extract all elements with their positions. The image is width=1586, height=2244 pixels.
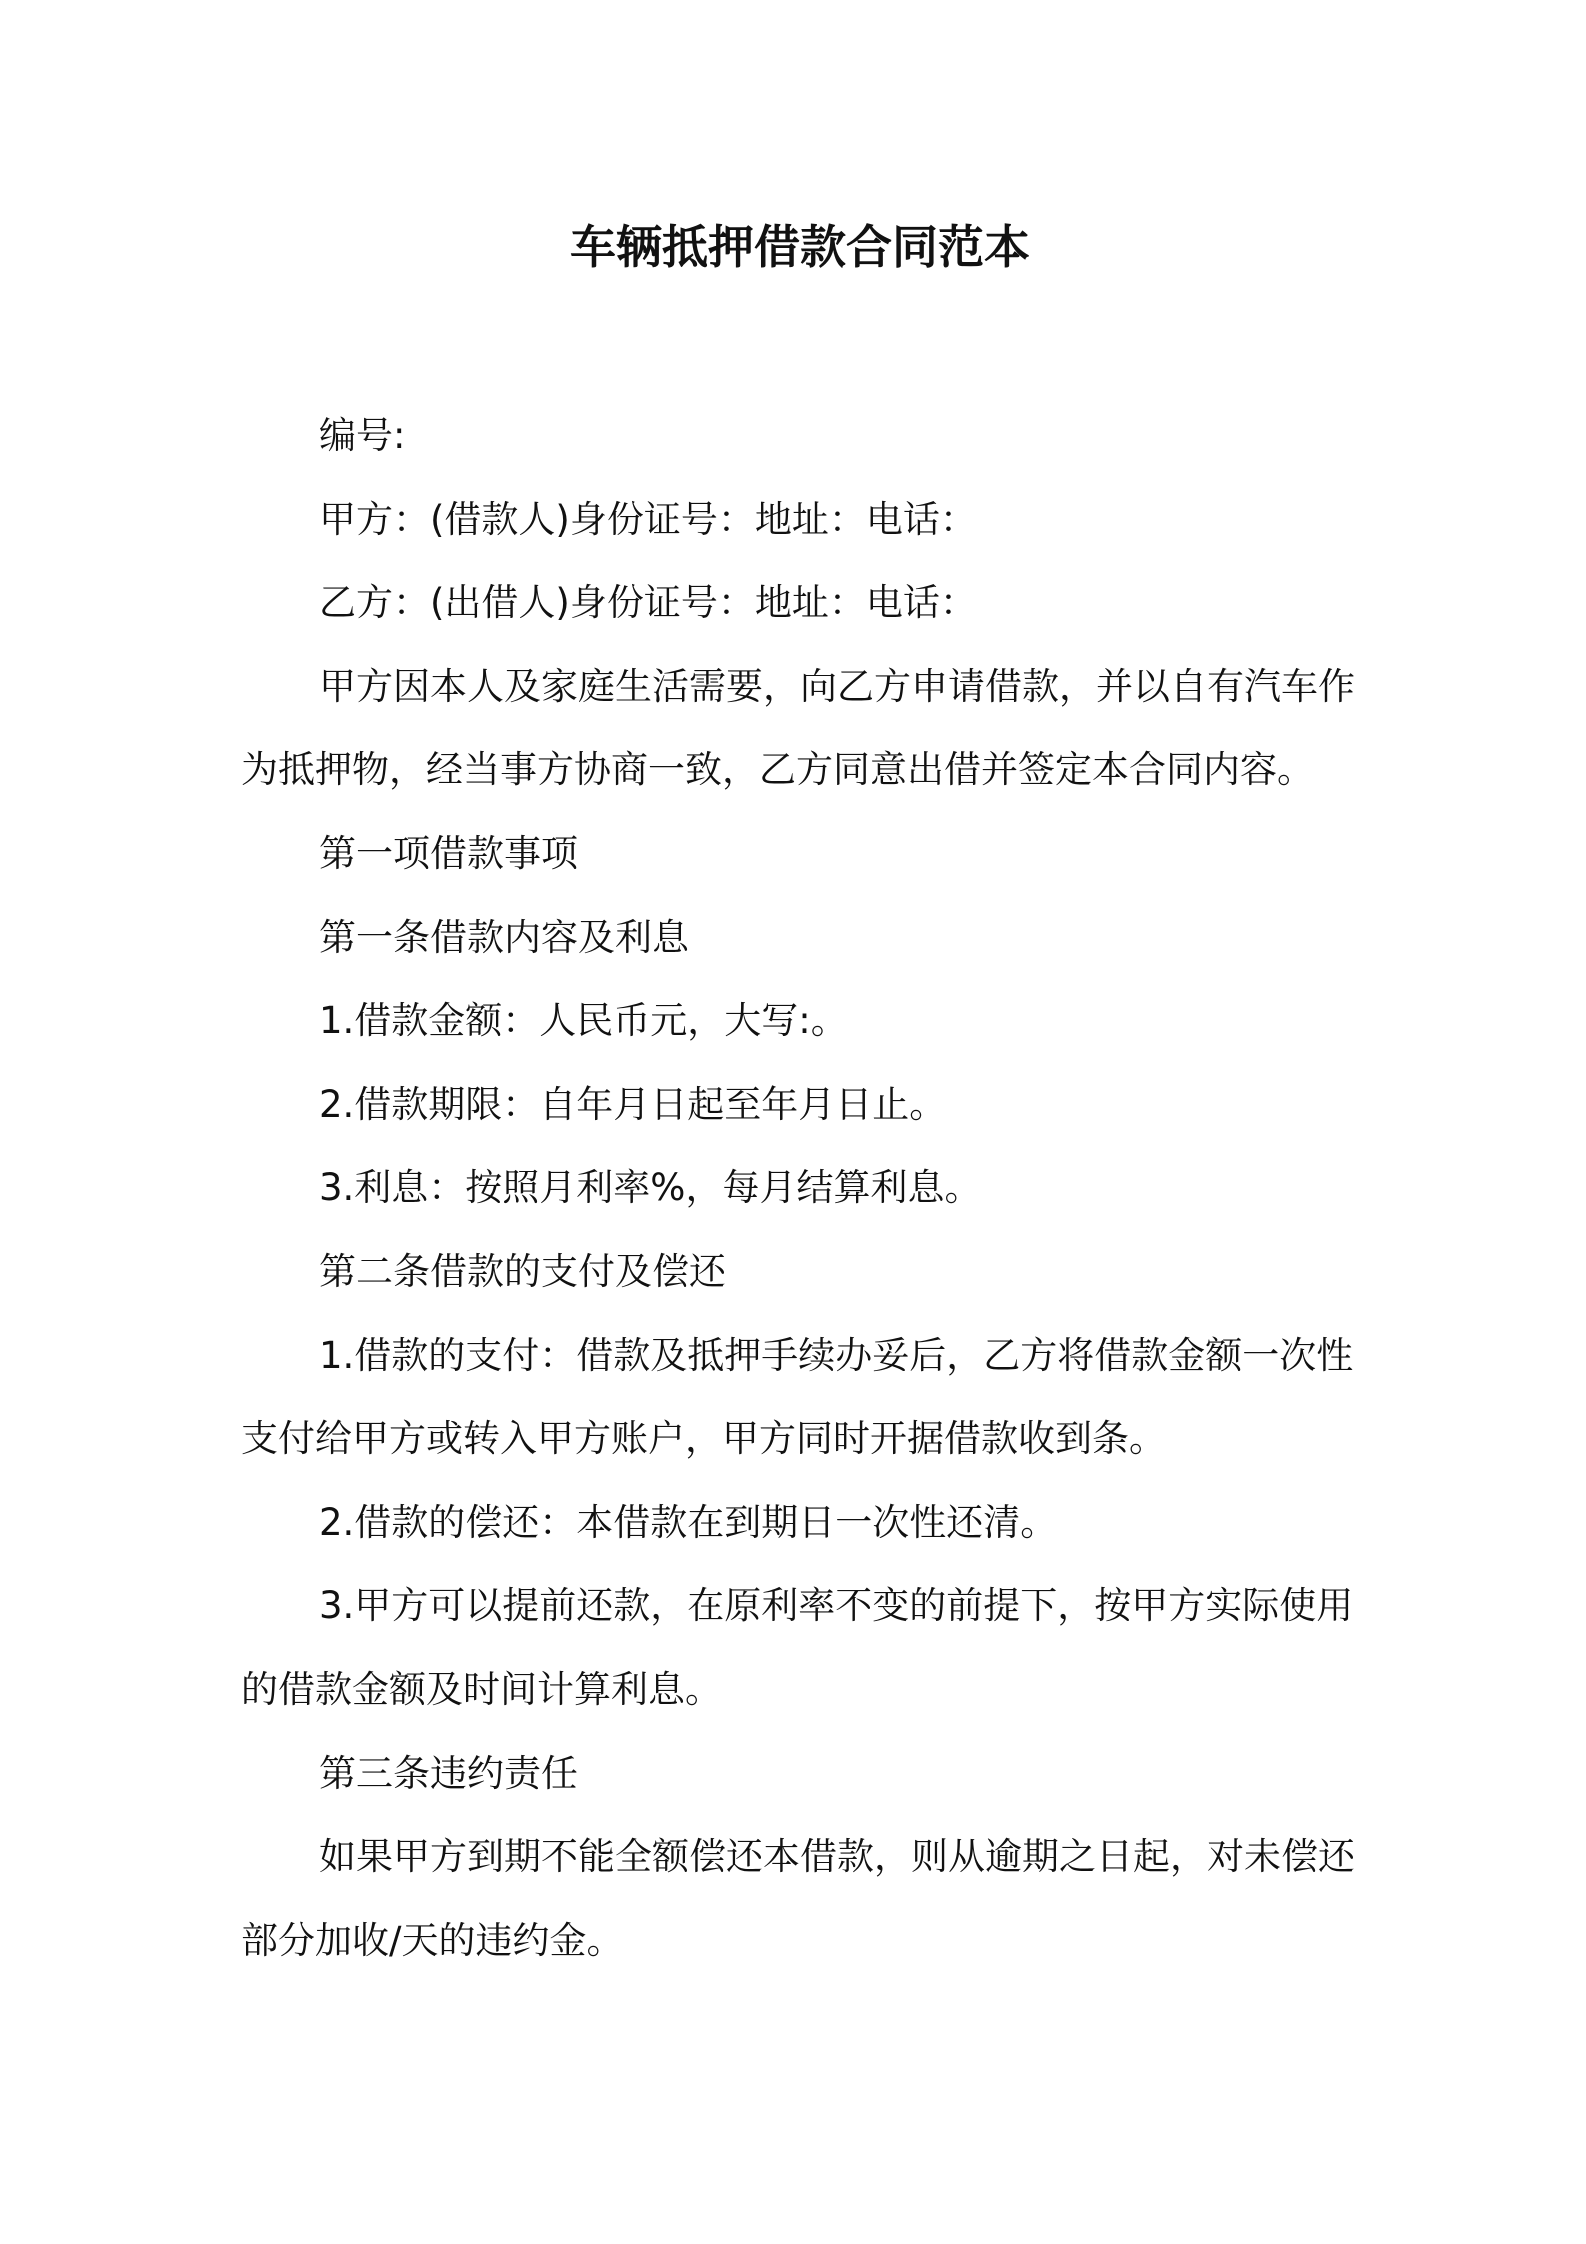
contract-number-line: 编号: — [319, 414, 406, 457]
article-heading-line: 第二条借款的支付及偿还 — [319, 1249, 726, 1293]
clause-line: 支付给甲方或转入甲方账户，甲方同时开据借款收到条。 — [241, 1417, 1166, 1461]
party-b-line: 乙方：(出借人)身份证号：地址：电话： — [319, 581, 977, 625]
preamble-paragraph — [241, 645, 1361, 812]
document-body — [241, 394, 1361, 1982]
section-heading-line: 第一项借款事项 — [319, 831, 578, 875]
party-b-paragraph — [241, 561, 1361, 645]
clause-line: 2.借款期限：自年月日起至年月日止。 — [319, 1082, 947, 1126]
contract-number-paragraph — [241, 394, 1361, 478]
clause-paragraph — [241, 1063, 1361, 1147]
clause-line: 3.利息：按照月利率%，每月结算利息。 — [319, 1166, 982, 1210]
clause-paragraph — [241, 1815, 1361, 1982]
clause-paragraph — [241, 1146, 1361, 1230]
clause-line: 2.借款的偿还：本借款在到期日一次性还清。 — [319, 1500, 1058, 1544]
clause-paragraph — [241, 1314, 1361, 1481]
clause-line: 如果甲方到期不能全额偿还本借款，则从逾期之日起，对未偿还 — [319, 1835, 1355, 1879]
article-heading — [241, 1230, 1361, 1314]
clause-line: 的借款金额及时间计算利息。 — [241, 1667, 722, 1711]
clause-paragraph — [241, 979, 1361, 1063]
article-heading — [241, 896, 1361, 980]
clause-line: 部分加收/天的违约金。 — [241, 1918, 624, 1962]
preamble-line: 甲方因本人及家庭生活需要，向乙方申请借款，并以自有汽车作 — [319, 664, 1355, 708]
article-heading-line: 第一条借款内容及利息 — [319, 915, 689, 959]
article-heading-line: 第三条违约责任 — [319, 1751, 578, 1795]
document-title: 车辆抵押借款合同范本 — [570, 220, 1030, 274]
party-a-paragraph — [241, 478, 1361, 562]
clause-paragraph — [241, 1481, 1361, 1565]
article-heading — [241, 1732, 1361, 1816]
clause-line: 1.借款金额：人民币元，大写:。 — [319, 999, 848, 1043]
clause-line: 3.甲方可以提前还款，在原利率不变的前提下，按甲方实际使用 — [319, 1584, 1354, 1628]
clause-line: 1.借款的支付：借款及抵押手续办妥后，乙方将借款金额一次性 — [319, 1333, 1354, 1377]
clause-paragraph — [241, 1564, 1361, 1731]
preamble-line: 为抵押物，经当事方协商一致，乙方同意出借并签定本合同内容。 — [241, 748, 1314, 792]
party-a-line: 甲方：(借款人)身份证号：地址：电话： — [319, 497, 977, 541]
section-heading — [241, 812, 1361, 896]
